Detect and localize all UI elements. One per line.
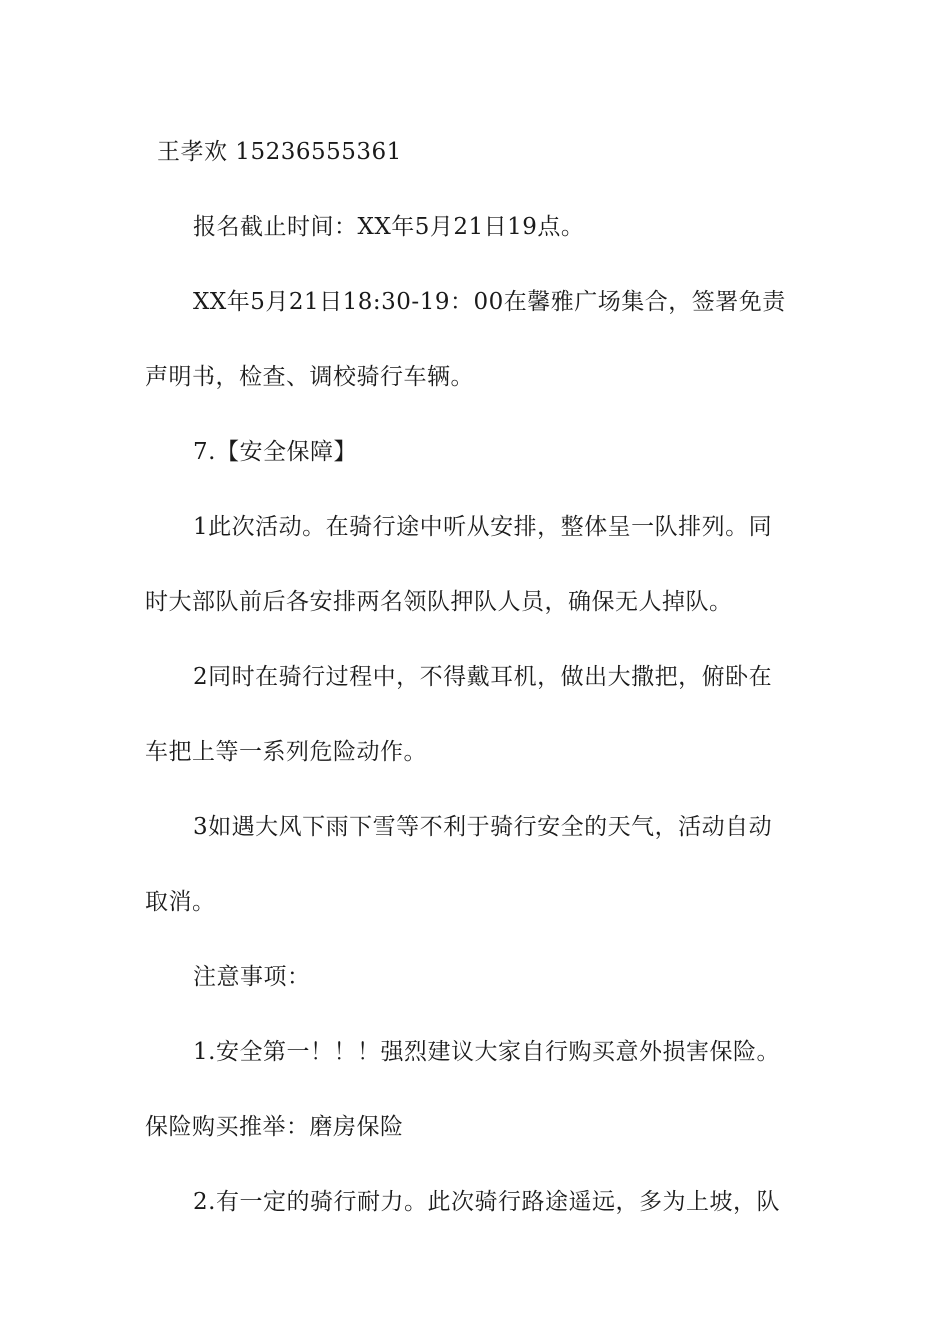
contact-line: 王孝欢 15236555361: [157, 139, 402, 165]
safety-item-1-line-1: 1此次活动。在骑行途中听从安排，整体呈一队排列。同: [193, 514, 773, 540]
assembly-paragraph-line-2: 声明书，检查、调校骑行车辆。: [145, 364, 474, 390]
note-1-line-2: 保险购买推举：磨房保险: [145, 1114, 404, 1140]
notes-heading: 注意事项：: [193, 964, 311, 990]
safety-item-2-line-1: 2同时在骑行过程中，不得戴耳机，做出大撒把，俯卧在: [193, 664, 773, 690]
note-1-line-1: 1.安全第一！！！强烈建议大家自行购买意外损害保险。: [193, 1039, 780, 1065]
safety-item-3-line-1: 3如遇大风下雨下雪等不利于骑行安全的天气，活动自动: [193, 814, 773, 840]
safety-item-3-line-2: 取消。: [145, 889, 216, 915]
assembly-paragraph-line-1: XX年5月21日18:30-19：00在馨雅广场集合，签署免责: [193, 289, 786, 315]
registration-deadline: 报名截止时间：XX年5月21日19点。: [193, 214, 585, 240]
section-heading-safety: 7.【安全保障】: [193, 439, 357, 465]
safety-item-2-line-2: 车把上等一系列危险动作。: [145, 739, 427, 765]
note-2-line-1: 2.有一定的骑行耐力。此次骑行路途遥远，多为上坡，队: [193, 1189, 780, 1215]
safety-item-1-line-2: 时大部队前后各安排两名领队押队人员，确保无人掉队。: [145, 589, 733, 615]
